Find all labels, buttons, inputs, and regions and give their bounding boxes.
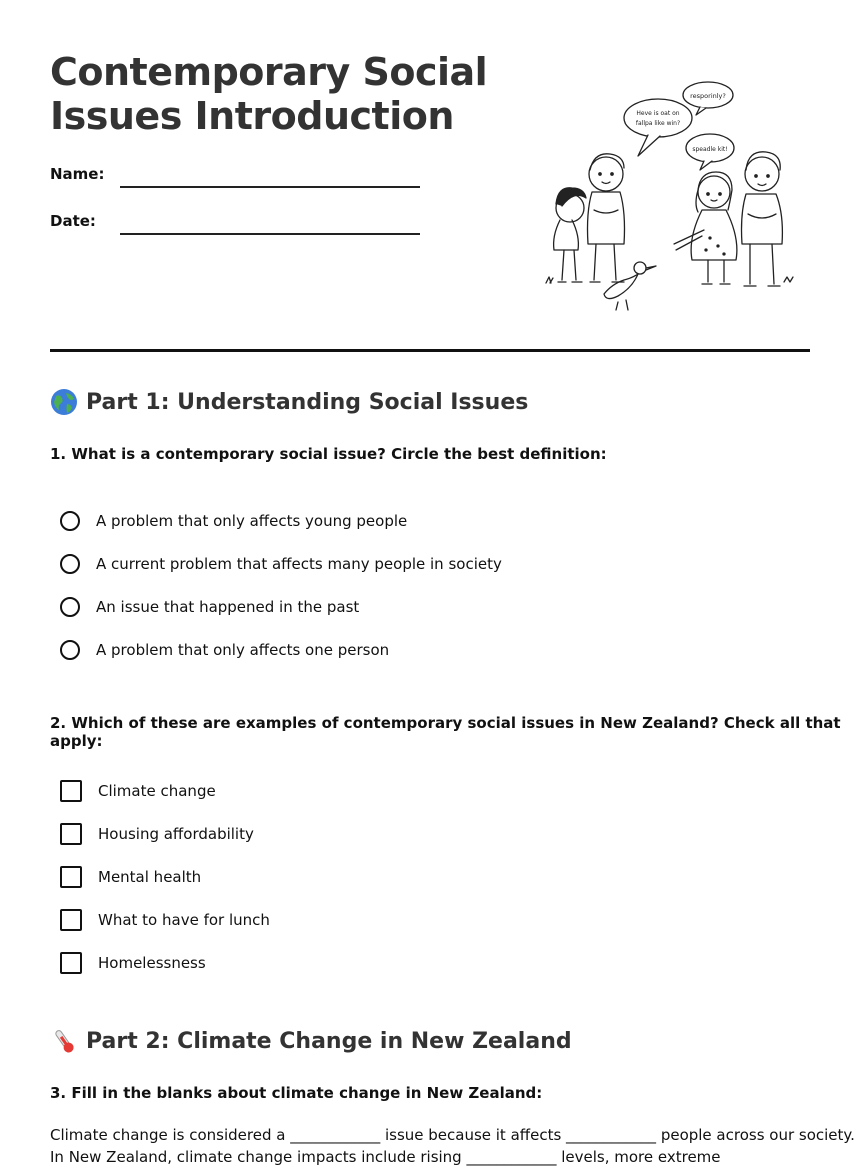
question-3: 3. Fill in the blanks about climate change in New Zealand:	[50, 1084, 543, 1102]
part2-heading-text: Part 2: Climate Change in New Zealand	[86, 1028, 572, 1054]
checkbox[interactable]	[60, 866, 82, 888]
radio-circle[interactable]	[60, 511, 80, 531]
speech-bubble-3	[686, 134, 734, 170]
q2-option-1[interactable]	[60, 780, 216, 802]
radio-circle[interactable]	[60, 640, 80, 660]
q1-option-3[interactable]	[60, 597, 359, 617]
fill-in-line-1: Climate change is considered a ____________ issue because it affects ____________ people across our society.	[50, 1126, 855, 1144]
part1-heading-text: Part 1: Understanding Social Issues	[86, 389, 529, 415]
fill-in-line-2: In New Zealand, climate change impacts include rising ____________ levels, more extreme	[50, 1148, 721, 1166]
option-label: Housing affordability	[98, 825, 254, 843]
option-label: A current problem that affects many people in society	[96, 555, 502, 573]
speech-bubble-2	[624, 99, 692, 156]
bubble-text-2a: Heve is oat on	[636, 110, 680, 117]
child-girl	[674, 172, 737, 284]
radio-circle[interactable]	[60, 554, 80, 574]
question-1: 1. What is a contemporary social issue? Circle the best definition:	[50, 445, 607, 463]
option-label: Climate change	[98, 782, 216, 800]
date-label: Date:	[50, 212, 96, 230]
q2-option-3[interactable]	[60, 866, 201, 888]
thermometer-icon	[50, 1027, 78, 1055]
title-line-1: Contemporary Social	[50, 50, 488, 94]
option-label: What to have for lunch	[98, 911, 270, 929]
checkbox[interactable]	[60, 780, 82, 802]
q1-option-1[interactable]	[60, 511, 407, 531]
title-line-2: Issues Introduction	[50, 94, 454, 138]
radio-circle[interactable]	[60, 597, 80, 617]
q2-option-4[interactable]	[60, 909, 270, 931]
option-label: Homelessness	[98, 954, 206, 972]
option-label: Mental health	[98, 868, 202, 886]
name-label: Name:	[50, 165, 105, 183]
name-field[interactable]	[120, 186, 420, 188]
part1-heading	[50, 388, 528, 416]
checkbox[interactable]	[60, 823, 82, 845]
duck-drawing	[604, 262, 656, 310]
q1-option-2[interactable]	[60, 554, 502, 574]
option-label: A problem that only affects young people	[96, 512, 408, 530]
children-illustration	[540, 78, 802, 318]
part2-heading	[50, 1027, 572, 1055]
q1-option-4[interactable]	[60, 640, 389, 660]
globe-icon	[50, 388, 78, 416]
section-divider	[50, 349, 810, 352]
child-left	[554, 188, 586, 282]
option-label: An issue that happened in the past	[96, 598, 360, 616]
page-title	[50, 50, 487, 138]
q2-option-5[interactable]	[60, 952, 206, 974]
bubble-text-2b: fallpa like win?	[635, 120, 681, 127]
checkbox[interactable]	[60, 909, 82, 931]
option-label: A problem that only affects one person	[96, 641, 390, 659]
checkbox[interactable]	[60, 952, 82, 974]
question-2: 2. Which of these are examples of contemporary social issues in New Zealand? Check all that apply:	[50, 714, 841, 750]
q2-option-2[interactable]	[60, 823, 254, 845]
speech-bubble-1	[683, 82, 733, 115]
bubble-text-3: speadle kit!	[692, 146, 728, 153]
bubble-text-1: resporinly?	[690, 92, 726, 100]
date-field[interactable]	[120, 233, 420, 235]
child-center	[588, 154, 625, 282]
child-right	[742, 152, 783, 286]
